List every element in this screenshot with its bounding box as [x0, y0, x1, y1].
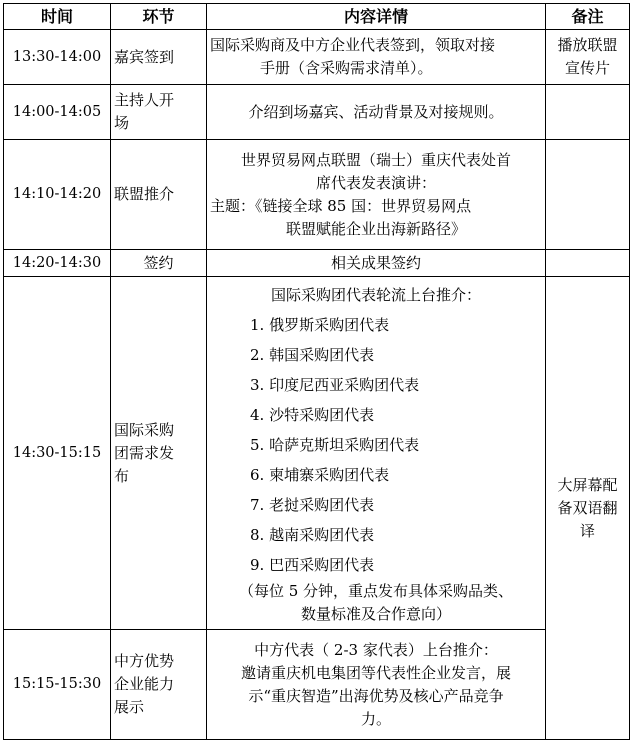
- table-row: [4, 140, 630, 250]
- table-row: [4, 250, 630, 277]
- table-row: [4, 277, 630, 630]
- detail-line: 席代表发表演讲：: [315, 173, 436, 192]
- list-item: 9. 巴西采购团代表: [250, 556, 375, 574]
- detail-cell: [207, 630, 546, 740]
- header-note: 备注: [546, 4, 630, 30]
- segment-cell: [111, 30, 207, 85]
- segment-line: 主持人开: [114, 91, 175, 109]
- note-line: 宣传片: [564, 59, 610, 77]
- detail-line: 中方代表（ 2-3 家代表）上台推介：: [254, 640, 498, 659]
- note-line: 译: [579, 521, 595, 540]
- note-line: 播放联盟: [557, 36, 618, 54]
- segment-line: 企业能力: [114, 675, 175, 693]
- segment-cell: [111, 277, 207, 630]
- note-line: 大屏幕配: [557, 475, 618, 494]
- time-cell: 15:15-15:30: [4, 630, 111, 740]
- note-cell-merged: [546, 277, 630, 740]
- segment-line: 团需求发: [114, 443, 175, 462]
- note-cell: [546, 30, 630, 85]
- detail-list-heading: 国际采购团代表轮流上台推介：: [270, 286, 481, 304]
- list-item: 6. 柬埔寨采购团代表: [250, 466, 390, 484]
- schedule-table: [3, 3, 630, 740]
- table-row: [4, 630, 630, 740]
- time-cell: 14:10-14:20: [4, 140, 111, 250]
- header-segment: 环节: [111, 4, 207, 30]
- time-cell: 13:30-14:00: [4, 30, 111, 85]
- detail-line: 主题：《链接全球 85 国：世界贸易网点: [210, 196, 472, 215]
- detail-line: 世界贸易网点联盟（瑞士）重庆代表处首: [240, 150, 511, 169]
- detail-line: 邀请重庆机电集团等代表性企业发言，展: [240, 663, 511, 682]
- list-item: 7. 老挝采购团代表: [250, 496, 375, 514]
- detail-line: （每位 5 分钟，重点发布具体采购品类、: [238, 582, 514, 600]
- segment-line: 布: [114, 466, 130, 485]
- table-row: [4, 30, 630, 85]
- header-time: 时间: [4, 4, 111, 30]
- segment-line: 中方优势: [114, 652, 175, 670]
- segment-line: 场: [114, 114, 130, 132]
- segment-line: 嘉宾签到: [114, 47, 175, 66]
- detail-line: 相关成果签约: [330, 253, 421, 272]
- list-item: 3. 印度尼西亚采购团代表: [250, 376, 420, 394]
- segment-cell: [111, 250, 207, 277]
- detail-cell: [207, 140, 546, 250]
- table-row: [4, 85, 630, 140]
- header-row: [4, 4, 630, 30]
- segment-line: 国际采购: [114, 420, 175, 439]
- detail-line: 力。: [360, 709, 391, 728]
- detail-cell: [207, 250, 546, 277]
- header-detail: 内容详情: [207, 4, 546, 30]
- detail-line: 介绍到场嘉宾、活动背景及对接规则。: [248, 102, 504, 121]
- time-cell: 14:20-14:30: [4, 250, 111, 277]
- segment-cell: [111, 630, 207, 740]
- list-item: 2. 韩国采购团代表: [250, 346, 375, 364]
- segment-line: 展示: [114, 698, 145, 716]
- note-line: 备双语翻: [557, 498, 618, 517]
- detail-line: 手册（含采购需求清单）。: [260, 59, 433, 77]
- list-item: 5. 哈萨克斯坦采购团代表: [250, 436, 420, 454]
- note-cell: [546, 250, 630, 277]
- segment-line: 联盟推介: [114, 185, 175, 203]
- detail-line: 联盟赋能企业出海新路径》: [285, 219, 466, 238]
- segment-cell: [111, 140, 207, 250]
- detail-line: 数量标准及合作意向）: [300, 605, 451, 623]
- detail-cell: [207, 30, 546, 85]
- segment-cell: [111, 85, 207, 140]
- detail-cell: [207, 277, 546, 630]
- segment-line: 签约: [143, 253, 174, 272]
- list-item: 1. 俄罗斯采购团代表: [250, 316, 390, 334]
- detail-line: 国际采购商及中方企业代表签到，领取对接: [210, 36, 496, 54]
- list-item: 4. 沙特采购团代表: [250, 406, 375, 424]
- detail-line: 示“重庆智造”出海优势及核心产品竞争: [248, 686, 504, 705]
- time-cell: 14:00-14:05: [4, 85, 111, 140]
- note-cell: [546, 140, 630, 250]
- time-cell: 14:30-15:15: [4, 277, 111, 630]
- list-item: 8. 越南采购团代表: [250, 526, 375, 544]
- detail-cell: [207, 85, 546, 140]
- note-cell: [546, 85, 630, 140]
